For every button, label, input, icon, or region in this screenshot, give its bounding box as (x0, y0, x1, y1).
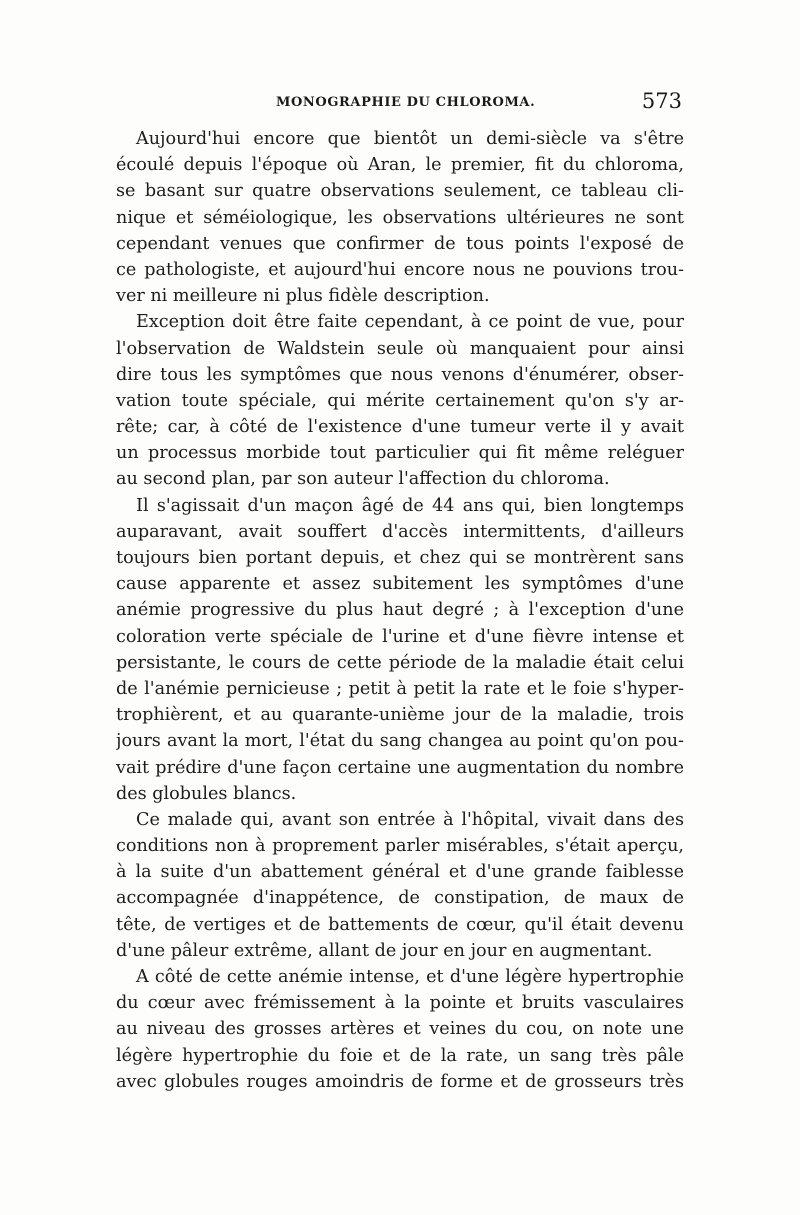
text-line: tête, de vertiges et de battements de cœur, qu'il était devenu (116, 914, 684, 935)
text-line: au niveau des grosses artères et veines du cou, on note une (116, 1019, 684, 1040)
text-line: Ce malade qui, avant son entrée à l'hôpital, vivait dans des (136, 809, 684, 830)
text-line: Il s'agissait d'un maçon âgé de 44 ans qui, bien longtemps (136, 495, 684, 516)
text-line: vait prédire d'une façon certaine une augmentation du nombre (116, 757, 684, 778)
text-line: ver ni meilleure ni plus fidèle description. (116, 286, 490, 307)
text-line: l'observation de Waldstein seule où manquaient pour ainsi (116, 338, 684, 359)
text-line: A côté de cette anémie intense, et d'une légère hypertrophie (136, 967, 684, 987)
text-line: nique et séméiologique, les observations ultérieures ne sont (116, 207, 684, 228)
text-line: Exception doit être faite cependant, à ce point de vue, pour (136, 312, 684, 333)
text-line: persistante, le cours de cette période de la maladie était celui (116, 652, 684, 673)
body-text (116, 126, 684, 1095)
text-line: auparavant, avait souffert d'accès intermittents, d'ailleurs (116, 521, 684, 542)
running-title: MONOGRAPHIE DU CHLOROMA. (276, 95, 536, 110)
text-line: cependant venues que confirmer de tous points l'exposé de (116, 233, 684, 254)
text-line: écoulé depuis l'époque où Aran, le premier, fit du chloroma, (116, 155, 684, 176)
page-number: 573 (641, 89, 682, 113)
text-line: jours avant la mort, l'état du sang changea au point qu'on pou- (116, 731, 684, 752)
text-line: un processus morbide tout particulier qui fit même reléguer (116, 443, 684, 464)
text-line: accompagnée d'inappétence, de constipation, de maux de (116, 888, 684, 909)
text-line: toujours bien portant depuis, et chez qui se montrèrent sans (116, 548, 684, 568)
page-header (116, 89, 684, 119)
text-line: au second plan, par son auteur l'affection du chloroma. (116, 469, 610, 490)
text-line: coloration verte spéciale de l'urine et d'une fièvre intense et (116, 626, 684, 647)
text-line: d'une pâleur extrême, allant de jour en jour en augmentant. (116, 940, 653, 961)
text-line: des globules blancs. (116, 783, 297, 804)
text-line: légère hypertrophie du foie et de la rate, un sang très pâle (116, 1045, 684, 1066)
text-line: se basant sur quatre observations seulement, ce tableau cli- (116, 181, 684, 202)
text-line: ce pathologiste, et aujourd'hui encore nous ne pouvions trou- (116, 259, 684, 280)
text-line: du cœur avec frémissement à la pointe et bruits vasculaires (116, 993, 684, 1014)
text-line: rête; car, à côté de l'existence d'une tumeur verte il y avait (116, 417, 684, 438)
text-line: Aujourd'hui encore que bientôt un demi-siècle va s'être (136, 129, 684, 149)
text-line: anémie progressive du plus haut degré ; à l'exception d'une (116, 600, 684, 621)
text-line: trophièrent, et au quarante-unième jour de la maladie, trois (116, 705, 684, 726)
text-line: à la suite d'un abattement général et d'une grande faiblesse (116, 862, 684, 883)
text-line: vation toute spéciale, qui mérite certainement qu'on s'y ar- (116, 390, 684, 411)
text-line: de l'anémie pernicieuse ; petit à petit la rate et le foie s'hyper- (116, 678, 684, 699)
text-line: conditions non à proprement parler misérables, s'était aperçu, (116, 836, 684, 857)
text-line: dire tous les symptômes que nous venons d'énumérer, obser- (116, 364, 684, 385)
text-line: avec globules rouges amoindris de forme et de grosseurs très (116, 1071, 684, 1092)
text-line: cause apparente et assez subitement les symptômes d'une (116, 574, 684, 595)
